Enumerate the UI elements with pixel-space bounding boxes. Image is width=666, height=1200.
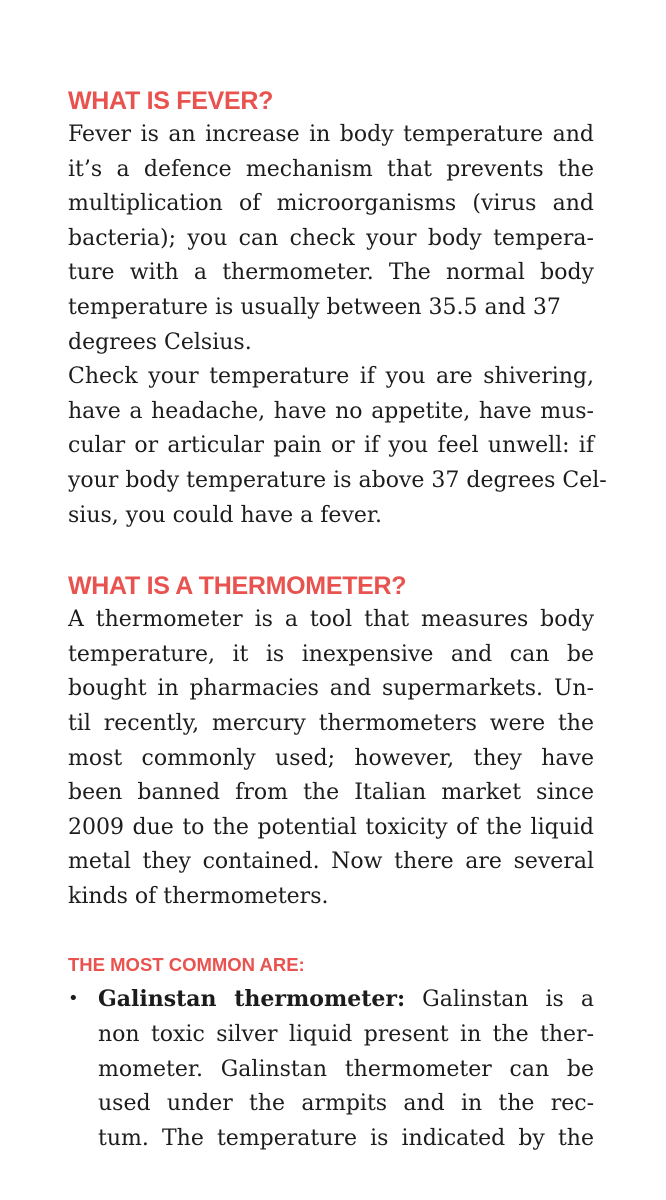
text-line: bought in pharmacies and supermarkets. Un- <box>68 676 594 702</box>
section-most-common <box>68 952 594 1156</box>
section-spacer <box>68 914 594 952</box>
text-line: kinds of thermometers. <box>68 883 329 909</box>
text-line: cular or articular pain or if you feel unwell: if <box>68 433 594 459</box>
text-line: ture with a thermometer. The normal body <box>68 260 594 286</box>
text-line: mometer. Galinstan thermometer can be <box>98 1056 594 1082</box>
text-line: metal they contained. Now there are several <box>68 849 594 875</box>
fever-paragraph-1 <box>68 118 594 360</box>
text-line: your body temperature is above 37 degrees Cel- <box>68 467 607 493</box>
heading-what-is-fever: WHAT IS FEVER? <box>68 87 274 115</box>
text-line: 2009 due to the potential toxicity of the liquid <box>68 814 594 840</box>
text-line: temperature is usually between 35.5 and 37 <box>68 294 561 320</box>
text-line: A thermometer is a tool that measures body <box>68 607 594 633</box>
text-line: non toxic silver liquid present in the ther- <box>98 1022 594 1048</box>
document-page <box>68 84 607 1156</box>
text-line: used under the armpits and in the rec- <box>98 1091 594 1117</box>
text-line: tum. The temperature is indicated by the <box>98 1125 594 1151</box>
list-item-galinstan <box>68 982 594 1156</box>
text-line: Check your temperature if you are shivering, <box>68 364 594 390</box>
text-line: most commonly used; however, they have <box>68 745 594 771</box>
text-line: sius, you could have a fever. <box>68 502 382 528</box>
thermometer-types-list <box>68 982 594 1156</box>
section-what-is-fever <box>68 84 607 533</box>
text-line: been banned from the Italian market since <box>68 780 594 806</box>
text-line: temperature, it is inexpensive and can be <box>68 641 594 667</box>
term-description: Galinstan is a <box>405 987 594 1013</box>
bullet-icon: • <box>68 988 79 1010</box>
section-spacer <box>68 533 594 569</box>
subheading-most-common: THE MOST COMMON ARE: <box>68 954 305 976</box>
heading-what-is-a-thermometer: WHAT IS A THERMOMETER? <box>68 572 407 601</box>
text-line: have a headache, have no appetite, have mus- <box>68 398 594 424</box>
text-line: til recently, mercury thermometers were the <box>68 710 594 736</box>
text-line: bacteria); you can check your body tempera- <box>68 225 594 251</box>
thermometer-paragraph <box>68 603 594 914</box>
term-galinstan: Galinstan thermometer: <box>98 986 406 1013</box>
section-what-is-a-thermometer <box>68 569 594 914</box>
text-line: degrees Celsius. <box>68 329 252 355</box>
fever-paragraph-2 <box>68 360 607 533</box>
text-line: Fever is an increase in body temperature and <box>68 122 594 147</box>
text-line <box>98 982 594 1018</box>
text-line: it’s a defence mechanism that prevents the <box>68 156 594 182</box>
text-line: multiplication of microorganisms (virus and <box>68 191 594 217</box>
